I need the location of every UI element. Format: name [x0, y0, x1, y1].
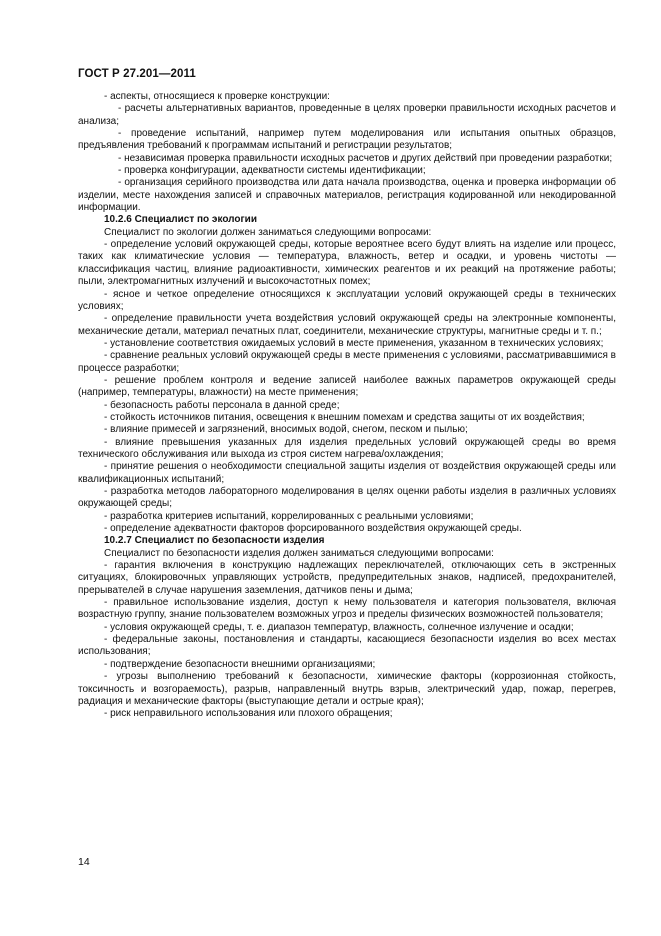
paragraph: - безопасность работы персонала в данной среде;: [104, 399, 340, 411]
paragraph: - установление соответствия ожидаемых условий в месте применения, указанном в технических условиях;: [104, 337, 604, 349]
paragraph: - определение адекватности факторов форсированного воздействия окружающей среды.: [104, 523, 522, 535]
paragraph: - правильное использование изделия, доступ к нему пользователя и категория пользователя, включая возрастную группу, знание пользователем возможных угроз и пределы физических возможностей пользователя;: [78, 597, 616, 621]
paragraph: - организация серийного производства или дата начала производства, оценка и проверка информации об изделии, месте нахождения записей и справочных материалов, регистрация кодированной или некодированной информации.: [78, 177, 616, 214]
paragraph: - угрозы выполнению требований к безопасности, химические факторы (коррозионная стойкость, токсичность и возгораемость), разрыв, направленный внутрь взрыв, электрический удар, пожар, перегрев, радиация и механические факторы (выступающие детали и острые края);: [78, 671, 616, 707]
paragraph: - федеральные законы, постановления и стандарты, касающиеся безопасности изделия во всех местах использования;: [78, 634, 616, 658]
section-heading: 10.2.6 Специалист по экологии: [104, 214, 257, 226]
paragraph: - аспекты, относящиеся к проверке конструкции:: [104, 91, 330, 102]
paragraph: - определение правильности учета воздействия условий окружающей среды на электронные компоненты, механические детали, материал печатных плат, соединители, механические структуры, магнитные среды и т. п.;: [78, 313, 616, 337]
paragraph: - подтверждение безопасности внешними организациями;: [104, 658, 376, 670]
paragraph: Специалист по безопасности изделия должен заниматься следующими вопросами:: [104, 547, 494, 559]
paragraph: Специалист по экологии должен заниматься следующими вопросами:: [104, 226, 432, 238]
paragraph: - проведение испытаний, например путем моделирования или испытания опытных образцов, предъявления требований к программам испытаний и регистрации результатов;: [78, 128, 616, 152]
paragraph: - разработка критериев испытаний, коррелированных с реальными условиями;: [104, 510, 474, 522]
document-header: ГОСТ Р 27.201—2011: [78, 68, 196, 80]
document-body: [78, 91, 616, 721]
paragraph: - сравнение реальных условий окружающей среды в месте применения с условиями, рассматривавшимися в процессе разработки;: [78, 350, 616, 374]
paragraph: - условия окружающей среды, т. е. диапазон температур, влажность, солнечное излучение и осадки;: [104, 621, 574, 633]
paragraph: - гарантия включения в конструкцию надлежащих переключателей, отключающих сеть в экстренных ситуациях, блокировочных управляющих устройств, предупредительных знаков, надписей, предохранителей, прерывателей в случае нарушения заземления, датчиков пены и дыма;: [78, 560, 616, 596]
paragraph: - стойкость источников питания, освещения к внешним помехам и средства защиты от их воздействия;: [104, 411, 585, 423]
paragraph: - разработка методов лабораторного моделирования в целях оценки работы изделия в различных условиях окружающей среды;: [78, 486, 616, 510]
section-heading: 10.2.7 Специалист по безопасности изделия: [104, 535, 325, 547]
paragraph: - влияние превышения указанных для изделия предельных условий окружающей среды во время технического обслуживания или выхода из строя систем нагрева/охлаждения;: [78, 436, 616, 460]
paragraph: - независимая проверка правильности исходных расчетов и других действий при проведении разработки;: [118, 152, 613, 164]
paragraph: - ясное и четкое определение относящихся к эксплуатации условий окружающей среды в технических условиях;: [78, 288, 616, 312]
paragraph: - принятие решения о необходимости специальной защиты изделия от воздействия окружающей среды или квалификационных испытаний;: [78, 461, 616, 485]
paragraph: - расчеты альтернативных вариантов, проведенные в целях проверки правильности исходных расчетов и анализа;: [78, 103, 616, 127]
paragraph: - риск неправильного использования или плохого обращения;: [104, 708, 393, 720]
page-number: 14: [78, 856, 90, 868]
paragraph: - влияние примесей и загрязнений, вносимых водой, снегом, песком и пылью;: [104, 424, 468, 436]
paragraph: - проверка конфигурации, адекватности системы идентификации;: [118, 165, 426, 177]
paragraph: - решение проблем контроля и ведение записей наиболее важных параметров окружающей среды (например, температуры, влажности) на месте применения;: [78, 374, 616, 399]
paragraph: - определение условий окружающей среды, которые вероятнее всего будут влиять на изделие или процесс, таких как климатические условия — температура, влажность, ветер и осадки, и уровень чистоты — классификация частиц, влияние радиоактивности, химических реагентов и их реакций на протяжение работы; пыли, электромагнитных излучений и высокочастотных помех;: [78, 239, 616, 288]
